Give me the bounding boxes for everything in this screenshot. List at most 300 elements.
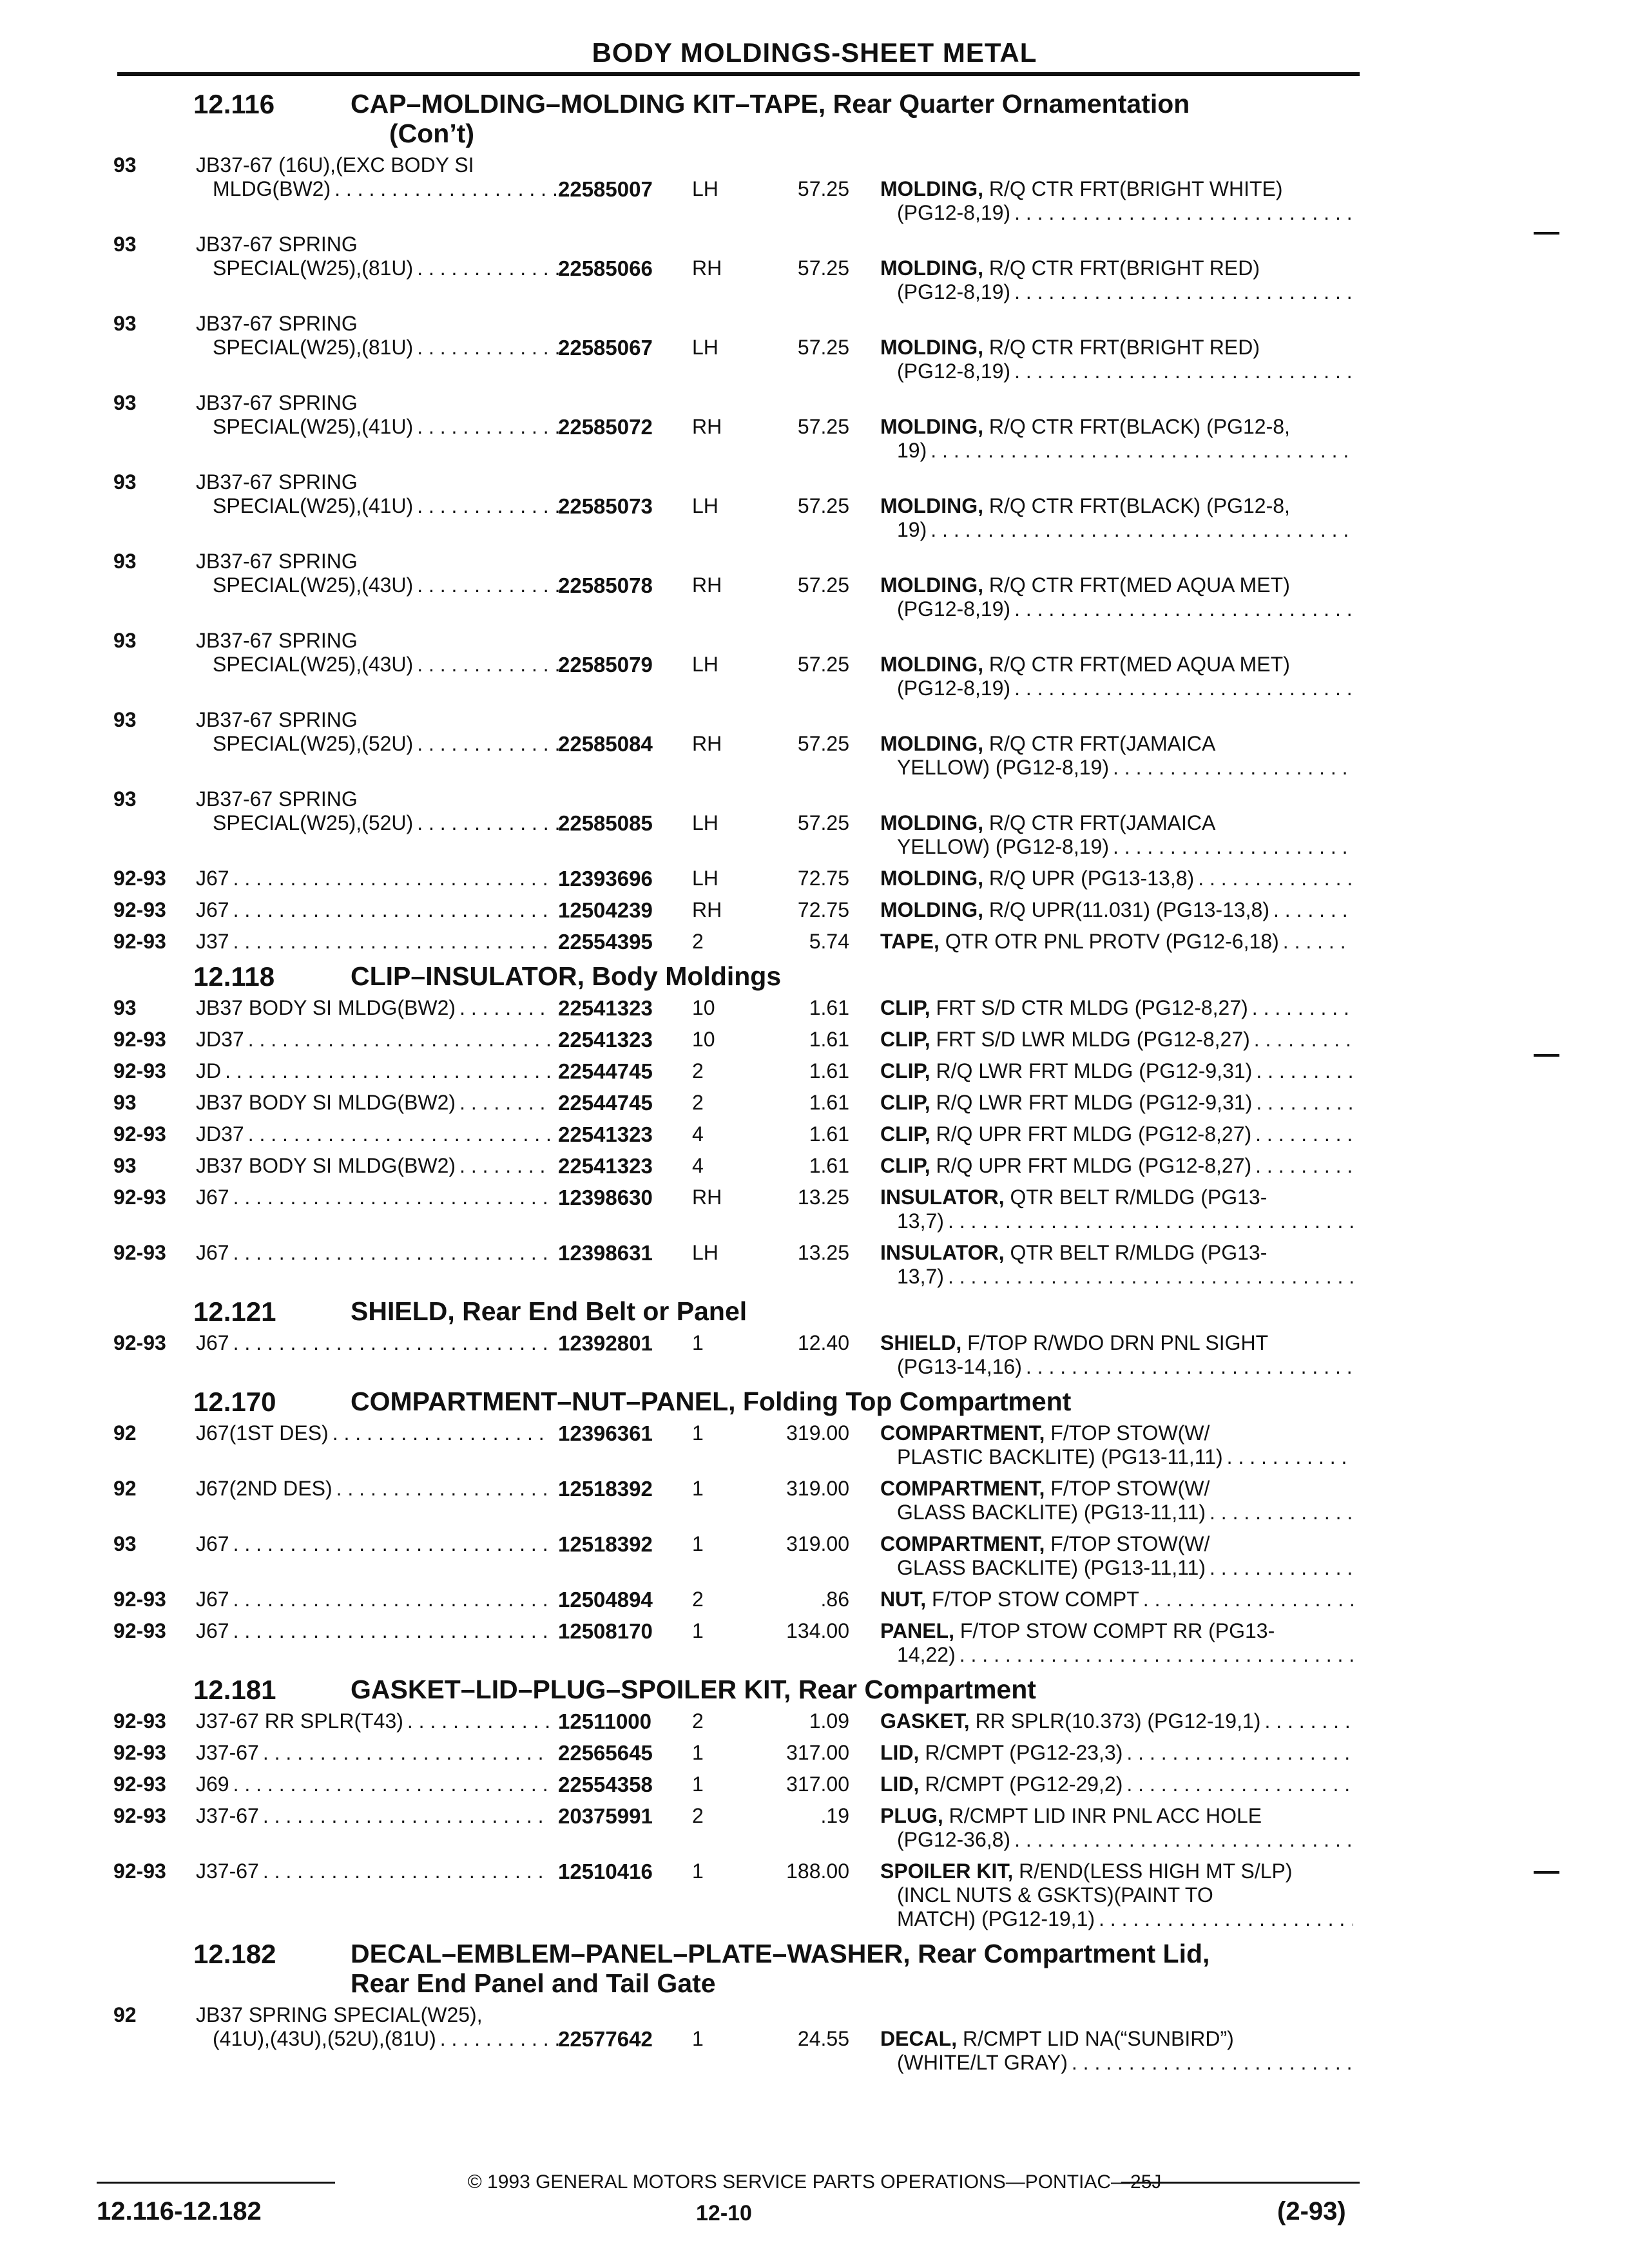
model-year: 93 [113,1532,137,1555]
part-row [113,1477,1357,1524]
dot-leader [1099,1907,1353,1931]
price: 24.55 [797,2027,849,2050]
part-description-line [880,177,1357,201]
part-description-line [880,1643,1357,1667]
application-line [196,1532,554,1556]
part-detail-text: R/Q UPR (PG13-13,8) [988,867,1195,890]
model-year: 93 [113,787,137,811]
price: 1.61 [809,1122,849,1146]
price: 57.25 [797,811,849,834]
part-row [113,1773,1357,1796]
margin-tick [1534,1054,1559,1057]
part-detail-text: (WHITE/LT GRAY) [897,2051,1068,2074]
dot-leader [334,177,567,201]
section-title [351,1939,1357,1998]
price: 72.75 [797,898,849,921]
part-detail-text: R/Q CTR FRT(JAMAICA [988,811,1216,834]
application-line [196,1773,554,1796]
dot-leader [417,573,567,597]
application-line [196,930,554,954]
part-number: 12393696 [558,867,653,890]
section-title [351,89,1357,148]
part-description [880,1059,1357,1083]
section-heading [113,89,1357,148]
dot-leader [336,1477,550,1501]
application-line [196,1804,554,1828]
part-detail-text: R/Q UPR(11.031) (PG13-13,8) [988,898,1269,921]
model-year: 92-93 [113,898,166,921]
part-row [113,996,1357,1020]
price: 1.61 [809,996,849,1019]
part-description-line [880,1241,1357,1265]
part-description-line [880,1091,1357,1115]
dot-leader [1255,1154,1353,1178]
part-description-line [880,256,1357,280]
dot-leader [930,518,1353,542]
application-text: JB37 SPRING SPECIAL(W25), [196,2003,483,2026]
part-description [880,1804,1357,1852]
price: 5.74 [809,930,849,953]
part-detail-text: F/TOP R/WDO DRN PNL SIGHT [967,1331,1269,1354]
part-detail-text: R/Q CTR FRT(BRIGHT WHITE) [988,177,1283,200]
part-name: PLUG, [880,1804,943,1827]
model-year: 92-93 [113,930,166,953]
footer-page-number: 12-10 [696,2201,752,2225]
part-detail-text: (PG12-8,19) [897,597,1011,620]
part-row [113,1804,1357,1852]
price: 57.25 [797,415,849,438]
dot-leader [1126,1773,1353,1796]
part-number: 12511000 [558,1709,652,1733]
part-description-line [880,1154,1357,1178]
quantity: 2 [692,1804,704,1827]
part-detail-text: FRT S/D CTR MLDG (PG12-8,27) [936,996,1248,1019]
part-description [880,1860,1357,1931]
part-description [880,1331,1357,1379]
part-detail-text: QTR OTR PNL PROTV (PG12-6,18) [945,930,1279,953]
price: 12.40 [797,1331,849,1354]
dot-leader [248,1028,550,1052]
dot-leader [1014,360,1353,383]
part-number: 22585067 [558,336,653,360]
quantity: 4 [692,1154,704,1177]
dot-leader [440,2027,567,2051]
section-title [351,1675,1357,1704]
part-row [113,233,1357,304]
part-row [113,708,1357,780]
part-detail-text: R/Q CTR FRT(BLACK) (PG12-8, [988,494,1290,517]
part-detail-text: R/Q CTR FRT(JAMAICA [988,732,1216,755]
price: 134.00 [786,1619,849,1642]
part-description-line [880,1059,1357,1083]
part-row [113,787,1357,859]
part-detail-text: F/TOP STOW(W/ [1050,1421,1210,1445]
application-text: J69 [196,1773,229,1796]
application-text: J37-67 [196,1804,259,1827]
model-year: 93 [113,629,137,652]
quantity: 2 [692,930,704,953]
quantity: RH [692,1186,722,1209]
part-row [113,550,1357,621]
part-number: 22544745 [558,1091,653,1115]
application-text: J67(1ST DES) [196,1421,329,1445]
application-line [196,2027,571,2051]
quantity: RH [692,573,722,597]
application-text: J67 [196,1619,229,1642]
part-description [880,1028,1357,1052]
dot-leader [1252,996,1353,1020]
part-description [880,1154,1357,1178]
section-number: 12.118 [193,961,275,992]
application-line [196,550,673,573]
part-number: 12518392 [558,1532,653,1556]
application-line [196,1028,554,1052]
application-line [196,256,571,280]
application-text: JB37-67 SPRING [196,787,358,811]
part-row [113,1091,1357,1115]
price: 57.25 [797,256,849,280]
application-line [196,787,673,811]
dot-leader [459,996,550,1020]
section-number: 12.116 [193,89,275,119]
application-line [196,898,554,922]
part-row [113,1588,1357,1611]
part-number: 22585066 [558,256,653,280]
application-text: SPECIAL(W25),(81U) [213,336,414,359]
dot-leader [1026,1355,1353,1379]
part-row [113,1709,1357,1733]
part-row [113,1059,1357,1083]
part-detail-text: RR SPLR(10.373) (PG12-19,1) [975,1709,1261,1733]
application-text: JB37-67 (16U),(EXC BODY SI [196,153,474,177]
price: 13.25 [797,1241,849,1264]
part-detail-text: 14,22) [897,1643,956,1666]
part-detail-text: 13,7) [897,1209,944,1233]
part-description [880,930,1357,954]
application-text: J67 [196,1241,229,1264]
part-name: LID, [880,1741,920,1764]
part-description-line [880,1265,1357,1289]
price: 57.25 [797,336,849,359]
application-line [196,1860,554,1883]
part-description [880,1532,1357,1580]
dot-leader [233,1588,550,1611]
part-description-line [880,1421,1357,1445]
application-line [196,1619,554,1643]
part-detail-text: R/Q UPR FRT MLDG (PG12-8,27) [936,1154,1252,1177]
dot-leader [1143,1588,1353,1611]
dot-leader [1283,930,1353,954]
dot-leader [459,1154,550,1178]
application-text: JB37 BODY SI MLDG(BW2) [196,1091,456,1114]
part-description [880,629,1357,700]
application-text: SPECIAL(W25),(81U) [213,256,414,280]
part-description-line [880,439,1357,463]
part-description [880,1122,1357,1146]
quantity: LH [692,867,718,890]
part-name: CLIP, [880,1154,930,1177]
part-detail-text: F/TOP STOW COMPT [932,1588,1139,1611]
part-number: 12510416 [558,1860,653,1883]
footer-section-range: 12.116-12.182 [97,2197,262,2225]
part-number: 12396361 [558,1421,653,1445]
part-description-line [880,1741,1357,1765]
part-description-line [880,1331,1357,1355]
application-text: J67 [196,898,229,921]
part-description-line [880,1860,1357,1883]
quantity: 1 [692,1860,704,1883]
application-text: JB37-67 SPRING [196,708,358,731]
part-detail-text: 19) [897,518,927,541]
part-row [113,1122,1357,1146]
section-title-line: DECAL–EMBLEM–PANEL–PLATE–WASHER, Rear Compartment Lid, [351,1939,1210,1968]
quantity: 10 [692,1028,715,1051]
part-detail-text: F/TOP STOW(W/ [1050,1477,1210,1500]
price: 319.00 [786,1421,849,1445]
part-detail-text: (PG12-8,19) [897,280,1011,303]
part-description-line [880,1883,1357,1907]
part-description [880,787,1357,859]
dot-leader [1014,677,1353,700]
dot-leader [233,1241,550,1265]
part-description-line [880,597,1357,621]
part-name: MOLDING, [880,867,983,890]
part-detail-text: (INCL NUTS & GSKTS)(PAINT TO [897,1883,1213,1907]
part-detail-text: QTR BELT R/MLDG (PG13- [1010,1186,1268,1209]
application-text: J37-67 [196,1860,259,1883]
part-number: 22577642 [558,2027,653,2051]
part-number: 20375991 [558,1804,653,1828]
dot-leader [1264,1709,1353,1733]
part-detail-text: R/CMPT (PG12-29,2) [925,1773,1123,1796]
part-name: MOLDING, [880,811,983,834]
part-name: PANEL, [880,1619,954,1642]
part-row [113,898,1357,922]
part-number: 22541323 [558,1028,653,1052]
dot-leader [417,732,567,756]
dot-leader [417,811,567,835]
part-description-line [880,201,1357,225]
price: 317.00 [786,1773,849,1796]
dot-leader [263,1860,550,1883]
part-row [113,1241,1357,1289]
part-row [113,930,1357,954]
section-title-line: (Con’t) [389,119,475,148]
part-description-line [880,1588,1357,1611]
part-description [880,867,1357,890]
section-title [351,961,1357,991]
part-detail-text: (PG13-14,16) [897,1355,1022,1378]
part-description-line [880,835,1357,859]
part-description [880,1741,1357,1765]
dot-leader [1014,597,1353,621]
part-description-line [880,573,1357,597]
part-description-line [880,811,1357,835]
part-description [880,898,1357,922]
part-detail-text: YELLOW) (PG12-8,19) [897,756,1109,779]
part-detail-text: R/Q LWR FRT MLDG (PG12-9,31) [936,1059,1253,1082]
quantity: 4 [692,1122,704,1146]
section-heading [113,1387,1357,1416]
dot-leader [1014,1828,1353,1852]
part-description-line [880,1556,1357,1580]
dot-leader [417,653,567,677]
part-description-line [880,1028,1357,1052]
part-name: INSULATOR, [880,1241,1005,1264]
part-detail-text: GLASS BACKLITE) (PG13-11,11) [897,1556,1206,1579]
quantity: 1 [692,1421,704,1445]
application-line [196,653,571,677]
application-line [196,1241,554,1265]
application-line [196,1331,554,1355]
model-year: 92 [113,1421,137,1445]
part-description-line [880,756,1357,780]
part-detail-text: (PG12-8,19) [897,677,1011,700]
model-year: 92-93 [113,1619,166,1642]
model-year: 93 [113,470,137,494]
part-description-line [880,732,1357,756]
price: 319.00 [786,1477,849,1500]
dot-leader [1210,1556,1353,1580]
application-line [196,336,571,360]
part-description [880,2003,1357,2075]
price: 188.00 [786,1860,849,1883]
quantity: 2 [692,1059,704,1082]
model-year: 93 [113,233,137,256]
part-description-line [880,1445,1357,1469]
application-text: JB37 BODY SI MLDG(BW2) [196,1154,456,1177]
application-line [196,1091,554,1115]
application-text: SPECIAL(W25),(41U) [213,415,414,438]
application-text: J37-67 RR SPLR(T43) [196,1709,403,1733]
dot-leader [248,1122,550,1146]
dot-leader [233,1619,550,1643]
part-description-line [880,1501,1357,1524]
model-year: 93 [113,1154,137,1177]
price: 1.61 [809,1091,849,1114]
part-number: 22585072 [558,415,653,439]
application-line [196,1154,554,1178]
application-line [196,1709,554,1733]
part-description-line [880,1477,1357,1501]
quantity: RH [692,256,722,280]
dot-leader [233,1186,550,1209]
application-text: J37 [196,930,229,953]
part-description-line [880,1828,1357,1852]
part-description [880,1588,1357,1611]
part-number: 22541323 [558,1122,653,1146]
dot-leader [1198,867,1353,890]
application-line [196,470,673,494]
part-description-line [880,280,1357,304]
part-row [113,153,1357,225]
application-text: SPECIAL(W25),(43U) [213,653,414,676]
application-text: J67 [196,1331,229,1354]
part-detail-text: R/CMPT LID INR PNL ACC HOLE [949,1804,1262,1827]
part-description-line [880,415,1357,439]
application-line [196,1588,554,1611]
part-name: MOLDING, [880,898,983,921]
dot-leader [225,1059,550,1083]
application-text: SPECIAL(W25),(43U) [213,573,414,597]
price: .86 [820,1588,849,1611]
application-line [196,996,554,1020]
section-title-line: COMPARTMENT–NUT–PANEL, Folding Top Compartment [351,1387,1072,1416]
application-line [196,1421,554,1445]
section-number: 12.181 [193,1675,276,1705]
application-text: JB37-67 SPRING [196,391,358,414]
part-row [113,1741,1357,1765]
quantity: LH [692,336,718,359]
part-name: MOLDING, [880,494,983,517]
section-number: 12.121 [193,1296,276,1327]
section-heading [113,1296,1357,1326]
price: 13.25 [797,1186,849,1209]
part-description-line [880,996,1357,1020]
part-row [113,867,1357,890]
dot-leader [233,1532,550,1556]
dot-leader [948,1265,1353,1289]
model-year: 92-93 [113,1773,166,1796]
part-description-line [880,898,1357,922]
quantity: LH [692,653,718,676]
application-text: JD [196,1059,222,1082]
dot-leader [1256,1059,1353,1083]
application-line [196,1477,554,1501]
part-row [113,1532,1357,1580]
part-name: COMPARTMENT, [880,1532,1045,1555]
part-description [880,1421,1357,1469]
part-row [113,1186,1357,1233]
part-description [880,312,1357,383]
application-line [196,312,673,336]
application-line [196,573,571,597]
part-detail-text: R/Q LWR FRT MLDG (PG12-9,31) [936,1091,1253,1114]
application-text: JB37-67 SPRING [196,550,358,573]
application-line [196,629,673,653]
part-description-line [880,1209,1357,1233]
part-description-line [880,1532,1357,1556]
application-text: JB37-67 SPRING [196,470,358,494]
application-line [196,233,673,256]
part-description [880,391,1357,463]
part-detail-text: R/Q CTR FRT(BRIGHT RED) [988,336,1260,359]
model-year: 93 [113,708,137,731]
quantity: RH [692,415,722,438]
model-year: 92 [113,1477,137,1500]
part-description-line [880,1619,1357,1643]
part-name: SPOILER KIT, [880,1860,1014,1883]
part-number: 22585084 [558,732,653,756]
model-year: 93 [113,391,137,414]
part-description [880,996,1357,1020]
part-description [880,708,1357,780]
part-number: 12392801 [558,1331,653,1355]
quantity: 1 [692,1741,704,1764]
application-text: J67 [196,1588,229,1611]
price: 1.09 [809,1709,849,1733]
part-detail-text: R/Q CTR FRT(MED AQUA MET) [988,573,1290,597]
dot-leader [417,415,567,439]
part-description-line [880,1186,1357,1209]
part-description-line [880,930,1357,954]
price: 317.00 [786,1741,849,1764]
part-detail-text: R/Q CTR FRT(MED AQUA MET) [988,653,1290,676]
part-row [113,1331,1357,1379]
part-row [113,1860,1357,1931]
section-heading [113,1675,1357,1704]
model-year: 93 [113,1091,137,1114]
